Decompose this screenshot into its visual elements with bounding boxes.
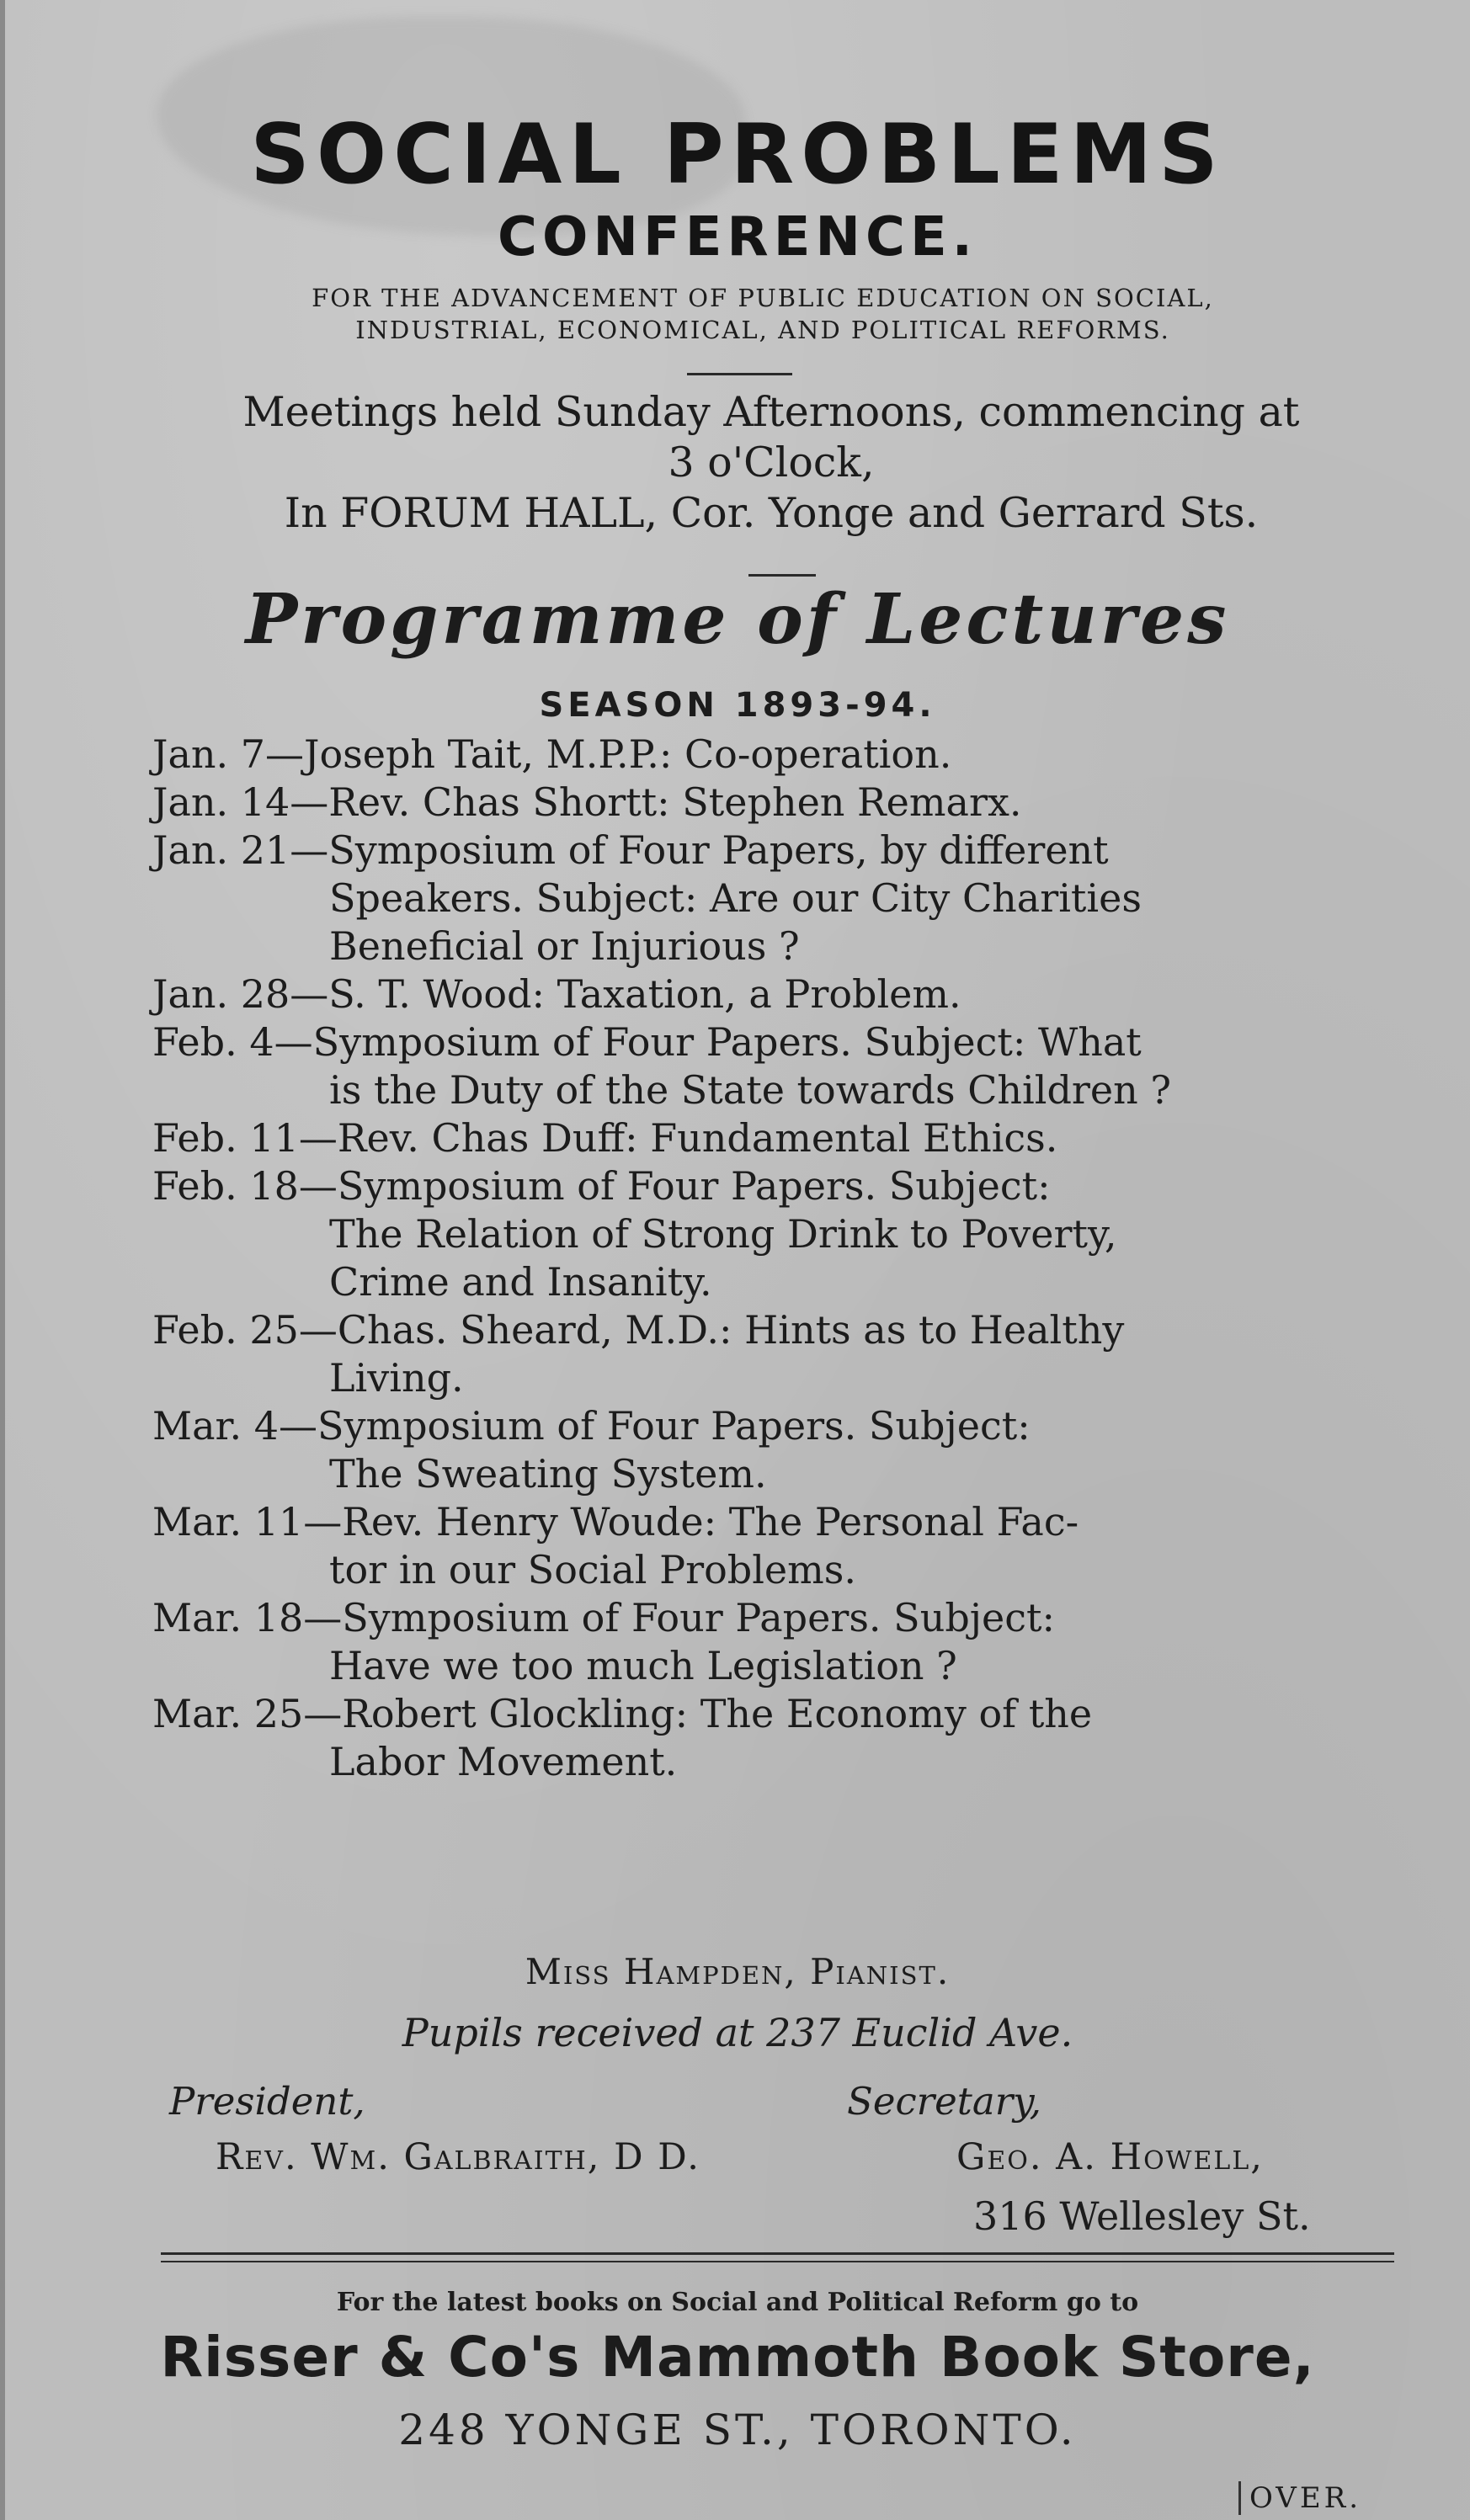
meeting-line-1: Meetings held Sunday Afternoons, commencing at (242, 388, 1300, 436)
conference-title: SOCIAL PROBLEMS (250, 107, 1225, 203)
lecture-line: Jan. 28—S. T. Wood: Taxation, a Problem. (152, 971, 961, 1017)
president-name: Rev. Wm. Galbraith, D D. (216, 2136, 700, 2178)
lecture-line: Jan. 7—Joseph Tait, M.P.P.: Co-operation. (152, 731, 952, 777)
lecture-line: Jan. 14—Rev. Chas Shortt: Stephen Remarx. (152, 779, 1022, 825)
lecture-line: Jan. 21—Symposium of Four Papers, by different (152, 827, 1109, 873)
lecture-line: Crime and Insanity. (329, 1259, 712, 1305)
footer-rule-top (161, 2252, 1394, 2255)
lecture-line: Mar. 11—Rev. Henry Woude: The Personal Fac- (152, 1499, 1079, 1544)
lecture-line: Living. (329, 1355, 464, 1401)
programme-heading: Programme of Lectures (245, 579, 1230, 660)
bookstore-name: Risser & Co's Mammoth Book Store, (160, 2325, 1315, 2390)
meeting-details (148, 387, 1394, 539)
lecture-line: Feb. 18—Symposium of Four Papers. Subject: (152, 1163, 1051, 1209)
lecture-item (152, 1402, 1390, 1498)
over-note: OVER. (1238, 2481, 1361, 2515)
lecture-line: Feb. 11—Rev. Chas Duff: Fundamental Ethics. (152, 1115, 1058, 1161)
lecture-line: Feb. 25—Chas. Sheard, M.D.: Hints as to Healthy (152, 1307, 1125, 1353)
secretary-address: 316 Wellesley St. (973, 2193, 1311, 2239)
lecture-line: The Sweating System. (329, 1451, 767, 1497)
lecture-item (152, 1498, 1390, 1594)
lecture-line: The Relation of Strong Drink to Poverty, (329, 1211, 1117, 1257)
lecture-line: Mar. 18—Symposium of Four Papers. Subject: (152, 1595, 1055, 1640)
lecture-line: Mar. 4—Symposium of Four Papers. Subject: (152, 1403, 1031, 1449)
lecture-item (152, 970, 1390, 1018)
pupils-notice: Pupils received at 237 Euclid Ave. (402, 2010, 1073, 2055)
president-label: President, (169, 2079, 365, 2124)
lecture-line: tor in our Social Problems. (329, 1547, 856, 1592)
bookstore-lead: For the latest books on Social and Political Reform go to (336, 2288, 1139, 2317)
lecture-line: is the Duty of the State towards Children ? (329, 1067, 1172, 1113)
bookstore-address: 248 YONGE ST., TORONTO. (398, 2406, 1077, 2454)
divider-rule (687, 373, 792, 375)
conference-subtitle: CONFERENCE. (498, 206, 977, 268)
season-label: SEASON 1893-94. (539, 686, 936, 725)
lecture-line: Mar. 25—Robert Glockling: The Economy of the (152, 1691, 1093, 1736)
conference-tagline (131, 282, 1394, 346)
lecture-list (152, 731, 1390, 1786)
pianist-credit: Miss Hampden, Pianist. (525, 1951, 951, 1992)
lecture-item (152, 1594, 1390, 1690)
lecture-line: Beneficial or Injurious ? (329, 923, 800, 969)
lecture-line: Labor Movement. (329, 1739, 678, 1784)
lecture-item (152, 1162, 1390, 1306)
tagline-line-1: FOR THE ADVANCEMENT OF PUBLIC EDUCATION ON SOCIAL, (312, 284, 1214, 312)
footer-rule-bottom (161, 2261, 1394, 2262)
lecture-line: Speakers. Subject: Are our City Charities (329, 875, 1142, 921)
lecture-line: Have we too much Legislation ? (329, 1643, 957, 1688)
lecture-item (152, 1018, 1390, 1114)
divider-rule (748, 574, 816, 577)
lecture-item (152, 731, 1390, 779)
secretary-name: Geo. A. Howell, (956, 2136, 1264, 2178)
meeting-line-3: In FORUM HALL, Cor. Yonge and Gerrard Sts. (284, 489, 1259, 537)
lecture-item (152, 1306, 1390, 1402)
lecture-line: Feb. 4—Symposium of Four Papers. Subject: What (152, 1019, 1142, 1065)
lecture-item (152, 1114, 1390, 1162)
lecture-item (152, 827, 1390, 970)
tagline-line-2: INDUSTRIAL, ECONOMICAL, AND POLITICAL REFORMS. (355, 316, 1170, 344)
lecture-item (152, 779, 1390, 827)
lecture-item (152, 1690, 1390, 1786)
secretary-label: Secretary, (847, 2079, 1041, 2124)
meeting-line-2: 3 o'Clock, (668, 439, 875, 486)
